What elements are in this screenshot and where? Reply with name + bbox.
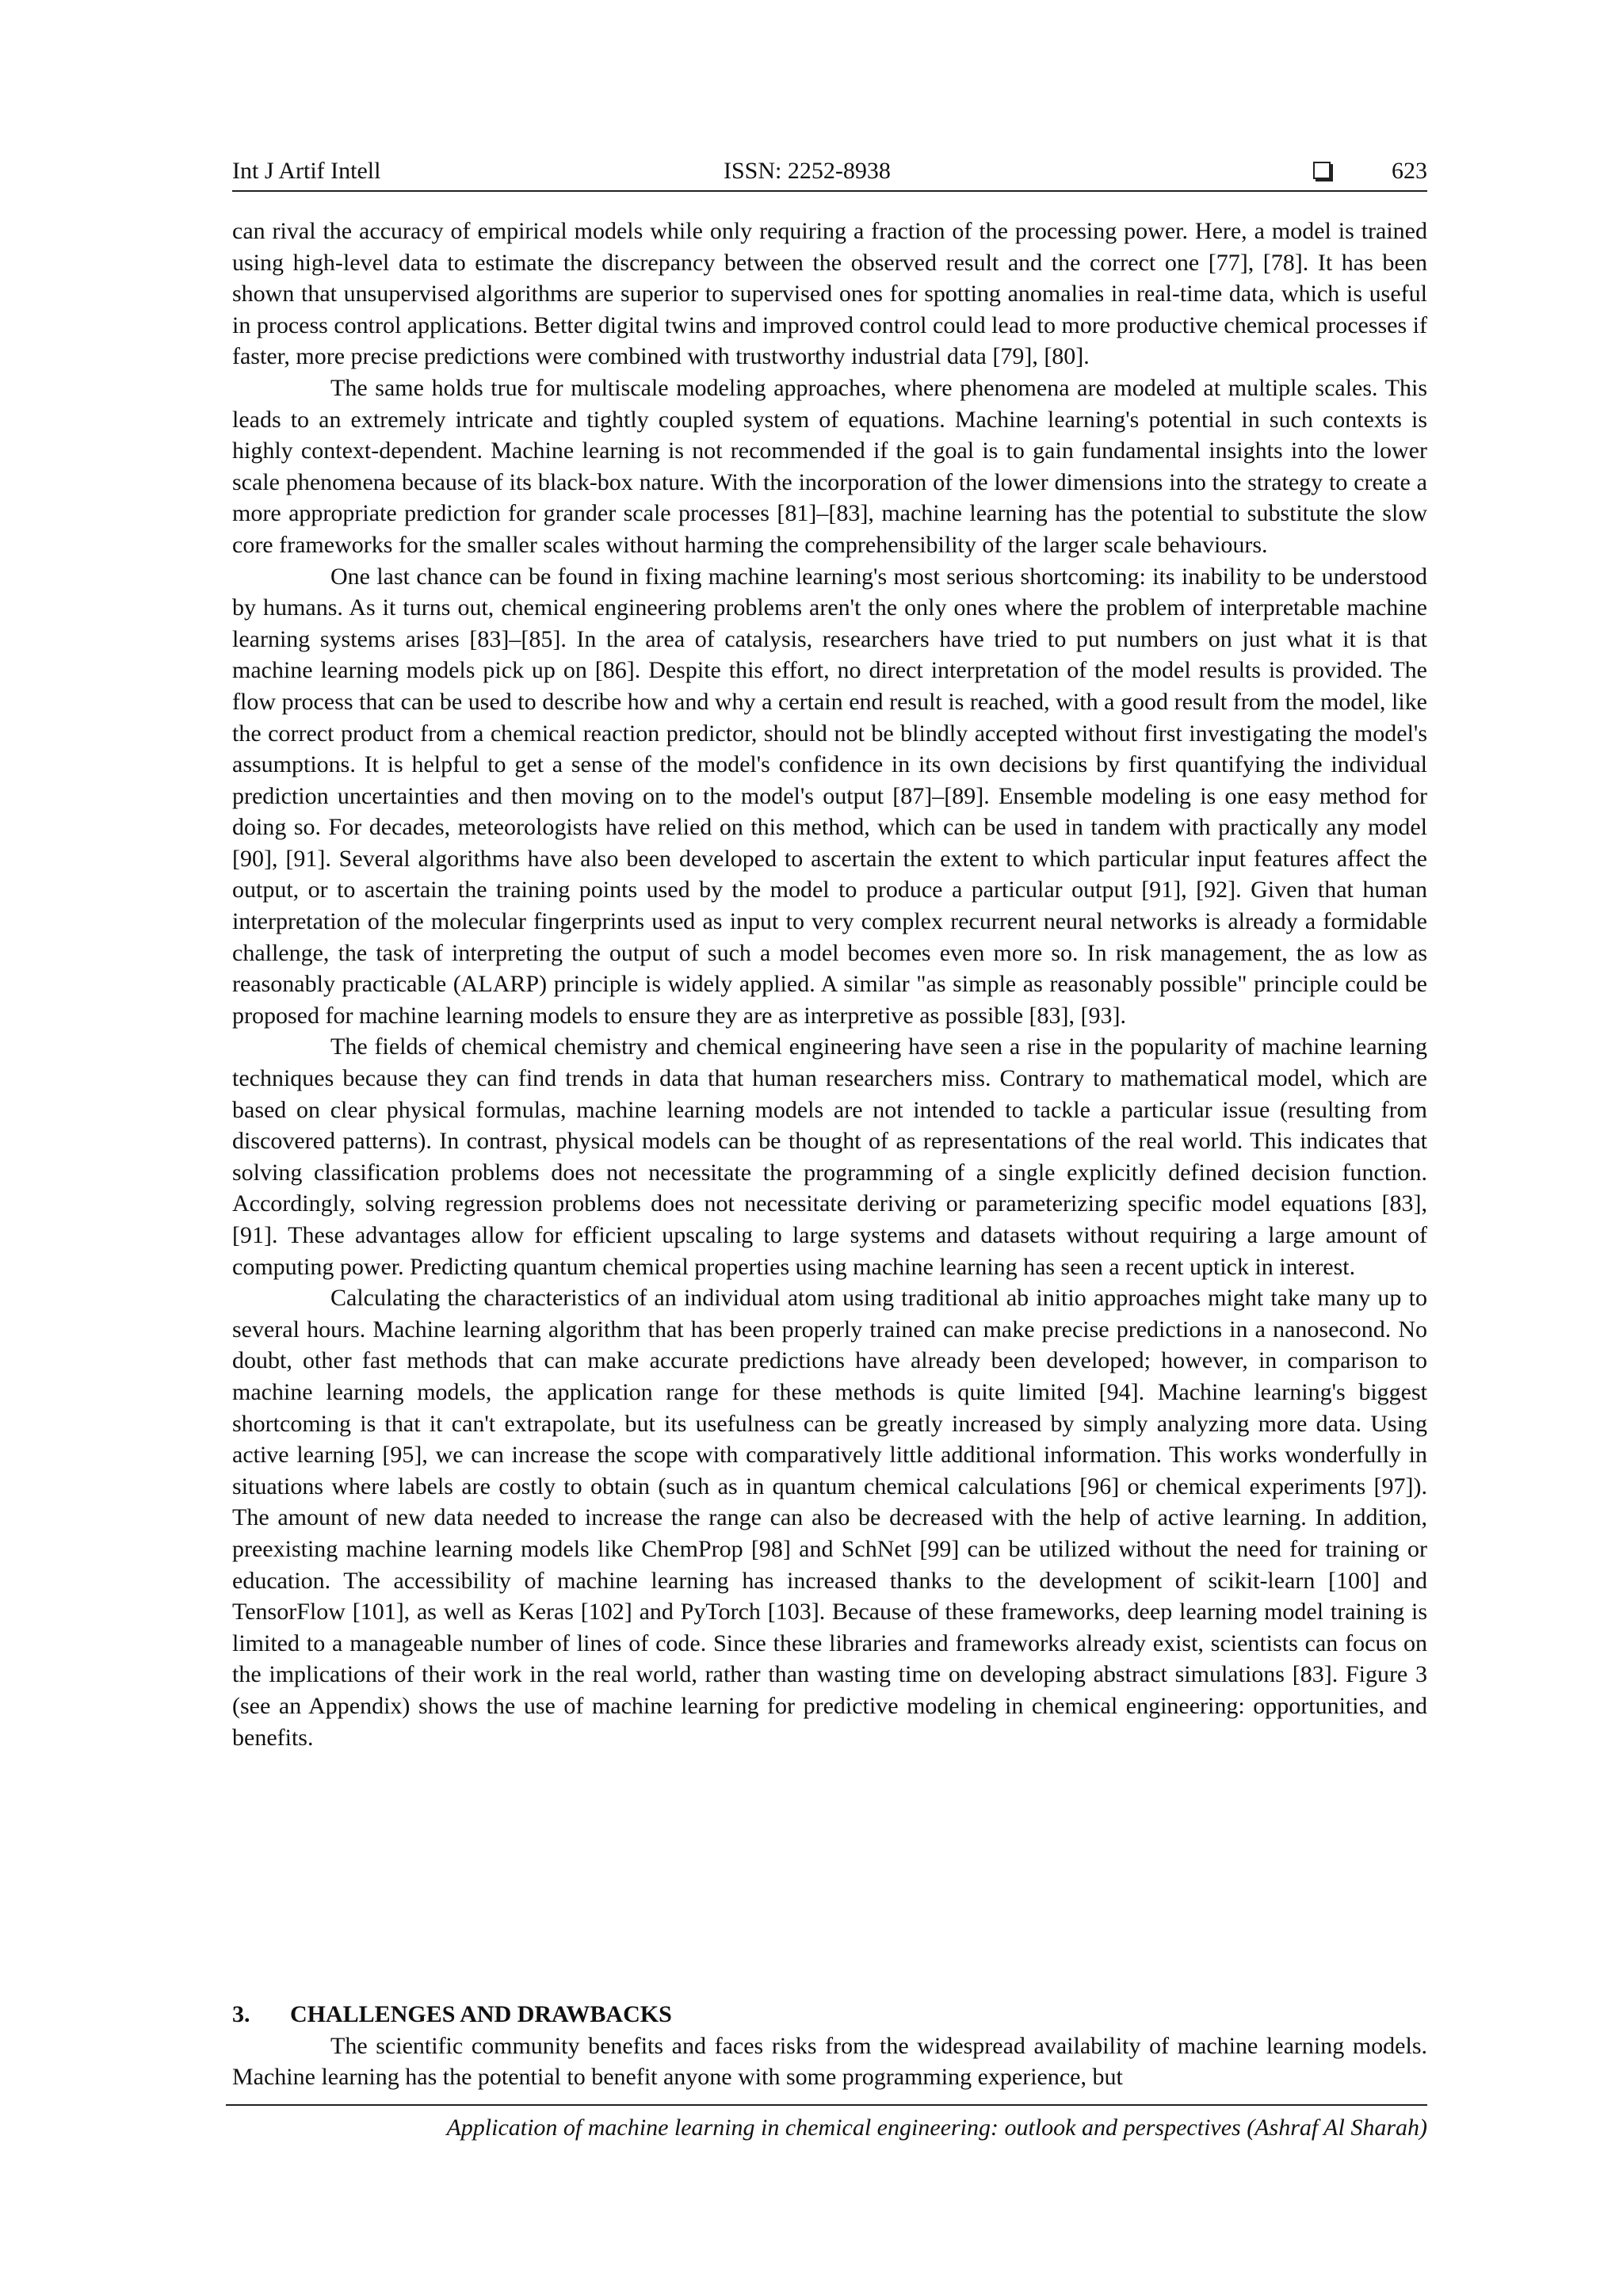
section-number: 3. (232, 2001, 250, 2027)
journal-name: Int J Artif Intell (232, 158, 381, 184)
section-3 (232, 1999, 1427, 2093)
paragraph-1: can rival the accuracy of empirical models while only requiring a fraction of the processing power. Here, a model is trained using high-level data to estimate the discrepancy between the observed result and the correct one [77], [78]. It has been shown that unsupervised algorithms are superior to supervised ones for spotting anomalies in real-time data, which is useful in process control applications. Better digital twins and improved control could lead to more productive chemical processes if faster, more precise predictions were combined with trustworthy industrial data [79], [80]. (232, 218, 1427, 370)
paragraph-3: One last chance can be found in fixing machine learning's most serious shortcoming: its inability to be understood by humans. As it turns out, chemical engineering problems aren't the only ones where the problem of interpretable machine learning systems arises [83]–[85]. In the area of catalysis, researchers have tried to put numbers on just what it is that machine learning models pick up on [86]. Despite this effort, no direct interpretation of the model results is provided. The flow process that can be used to describe how and why a certain end result is reached, with a good result from the model, like the correct product from a chemical reaction predictor, should not be blindly accepted without first investigating the model's assumptions. It is helpful to get a sense of the model's confidence in its own decisions by first quantifying the individual prediction uncertainties and then moving on to the model's output [87]–[89]. Ensemble modeling is one easy method for doing so. For decades, meteorologists have relied on this method, which can be used in tandem with practically any model [90], [91]. Several algorithms have also been developed to ascertain the extent to which particular input features affect the output, or to ascertain the training points used by the model to produce a particular output [91], [92]. Given that human interpretation of the molecular fingerprints used as input to very complex recurrent neural networks is already a formidable challenge, the task of interpreting the output of such a model becomes even more so. In risk management, the as low as reasonably practicable (ALARP) principle is widely applied. A similar "as simple as reasonably possible" principle could be proposed for machine learning models to ensure they are as interpretive as possible [83], [93]. (232, 563, 1427, 1029)
running-footer (226, 2104, 1427, 2144)
running-header (232, 155, 1427, 192)
paragraph-5: Calculating the characteristics of an individual atom using traditional ab initio approaches might take many up to several hours. Machine learning algorithm that has been properly trained can make precise predictions in a nanosecond. No doubt, other fast methods that can make accurate predictions have already been developed; however, in comparison to machine learning models, the application range for these methods is quite limited [94]. Machine learning's biggest shortcoming is that it can't extrapolate, but its usefulness can be greatly increased by simply analyzing more data. Using active learning [95], we can increase the scope with comparatively little additional information. This works wonderfully in situations where labels are costly to obtain (such as in quantum chemical calculations [96] or chemical experiments [97]). The amount of new data needed to increase the range can also be decreased with the help of active learning. In addition, preexisting machine learning models like ChemProp [98] and SchNet [99] can be utilized without the need for training or education. The accessibility of machine learning has increased thanks to the development of scikit-learn [100] and TensorFlow [101], as well as Keras [102] and PyTorch [103]. Because of these frameworks, deep learning model training is limited to a manageable number of lines of code. Since these libraries and frameworks already exist, scientists can focus on the implications of their work in the real world, rather than wasting time on developing abstract simulations [83]. Figure 3 (see an Appendix) shows the use of machine learning for predictive modeling in chemical engineering: opportunities, and benefits. (232, 1285, 1427, 1751)
section-title: CHALLENGES AND DRAWBACKS (290, 2001, 672, 2027)
checkbox-icon (1313, 162, 1331, 179)
paragraph-2: The same holds true for multiscale modeling approaches, where phenomena are modeled at multiple scales. This leads to an extremely intricate and tightly coupled system of equations. Machine learning's potential in such contexts is highly context-dependent. Machine learning is not recommended if the goal is to gain fundamental insights into the lower scale phenomena because of its black-box nature. With the incorporation of the lower dimensions into the strategy to create a more appropriate prediction for grander scale processes [81]–[83], machine learning has the potential to substitute the slow core frameworks for the smaller scales without harming the comprehensibility of the larger scale behaviours. (232, 374, 1427, 558)
issn: ISSN: 2252-8938 (724, 158, 891, 184)
page-number: 623 (1392, 158, 1427, 184)
footer-text: Application of machine learning in chemical engineering: outlook and perspectives (Ashraf Al Sharah) (446, 2115, 1427, 2141)
section-paragraph: The scientific community benefits and faces risks from the widespread availability of machine learning models. Machine learning has the potential to benefit anyone with some programming experience, but (232, 2032, 1427, 2091)
body-text (232, 216, 1427, 1753)
paragraph-4: The fields of chemical chemistry and chemical engineering have seen a rise in the popularity of machine learning techniques because they can find trends in data that human researchers miss. Contrary to mathematical model, which are based on clear physical formulas, machine learning models are not intended to tackle a particular issue (resulting from discovered patterns). In contrast, physical models can be thought of as representations of the real world. This indicates that solving classification problems does not necessitate the programming of a single explicitly defined decision function. Accordingly, solving regression problems does not necessitate deriving or parameterizing specific model equations [83], [91]. These advantages allow for efficient upscaling to large systems and datasets without requiring a large amount of computing power. Predicting quantum chemical properties using machine learning has seen a recent uptick in interest. (232, 1033, 1427, 1280)
section-heading (232, 1999, 1427, 2030)
